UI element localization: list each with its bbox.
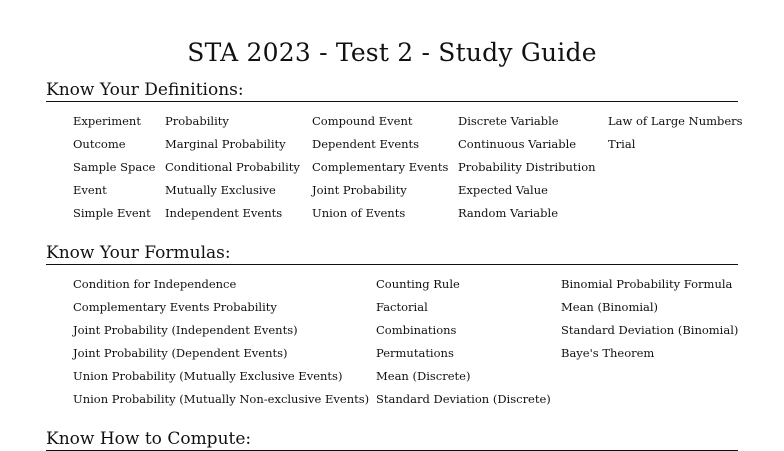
definition-term: Probability Distribution [458,160,596,174]
definition-term: Expected Value [458,183,548,197]
definition-term: Outcome [73,137,126,151]
formula-term: Factorial [376,300,428,314]
definition-term: Law of Large Numbers [608,114,743,128]
page-title: STA 2023 - Test 2 - Study Guide [187,38,597,67]
formulas-heading: Know Your Formulas: [46,243,738,265]
definition-term: Probability [165,114,229,128]
definition-term: Experiment [73,114,141,128]
definition-term: Compound Event [312,114,413,128]
definition-term: Complementary Events [312,160,449,174]
definition-term: Trial [608,137,636,151]
definition-term: Event [73,183,107,197]
formula-term: Complementary Events Probability [73,300,277,314]
definition-term: Independent Events [165,206,283,220]
formula-term: Mean (Discrete) [376,369,471,383]
formula-term: Mean (Binomial) [561,300,659,314]
formula-term: Binomial Probability Formula [561,277,733,291]
definition-term: Marginal Probability [165,137,286,151]
formula-term: Permutations [376,346,454,360]
definition-term: Simple Event [73,206,151,220]
definition-term: Sample Space [73,160,156,174]
definition-term: Conditional Probability [165,160,300,174]
definition-term: Continuous Variable [458,137,577,151]
definition-term: Joint Probability [312,183,407,197]
definition-term: Random Variable [458,206,559,220]
formula-term: Counting Rule [376,277,460,291]
definition-term: Union of Events [312,206,406,220]
formula-term: Union Probability (Mutually Exclusive Events) [73,369,343,383]
formula-term: Joint Probability (Independent Events) [73,323,298,337]
formula-term: Joint Probability (Dependent Events) [73,346,288,360]
formula-term: Standard Deviation (Binomial) [561,323,739,337]
definitions-heading: Know Your Definitions: [46,80,738,102]
definition-term: Discrete Variable [458,114,559,128]
formula-term: Combinations [376,323,457,337]
formula-term: Standard Deviation (Discrete) [376,392,551,406]
formula-term: Baye's Theorem [561,346,655,360]
formula-term: Union Probability (Mutually Non-exclusive Events) [73,392,370,406]
definition-term: Mutually Exclusive [165,183,276,197]
formula-term: Condition for Independence [73,277,237,291]
definition-term: Dependent Events [312,137,420,151]
compute-heading: Know How to Compute: [46,429,738,451]
